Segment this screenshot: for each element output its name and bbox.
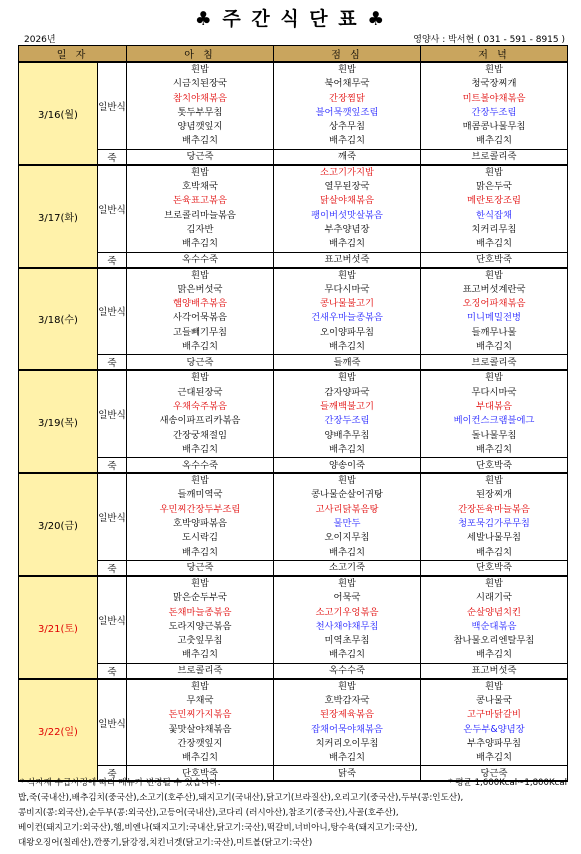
breakfast-dish: 고춧잎무침 — [127, 634, 274, 648]
breakfast-dish: 고들빼기무침 — [127, 326, 274, 340]
lunch-dish: 블어묵깻잎조림 — [274, 106, 421, 120]
lunch-dish: 팽이버섯맛살볶음 — [274, 209, 421, 223]
meal-type-general: 일반식 — [98, 679, 127, 766]
porridge-dish: 옥수수죽 — [127, 458, 274, 474]
lunch-dish: 어묵국 — [274, 591, 421, 605]
dinner-dish: 미트볼야채볶음 — [421, 92, 568, 106]
meal-type-porridge: 죽 — [98, 766, 127, 782]
dinner-dish: 배추김치 — [421, 340, 568, 355]
dinner-dish: 배추김치 — [421, 546, 568, 561]
header-day: 일 자 — [19, 46, 127, 63]
dinner-dish: 흰밥 — [421, 576, 568, 591]
porridge-dish: 단호박죽 — [421, 458, 568, 474]
porridge-dish: 당근죽 — [127, 355, 274, 371]
meal-type-general: 일반식 — [98, 473, 127, 560]
dinner-dish: 배추김치 — [421, 751, 568, 766]
dinner-dish: 매콤콩나물무침 — [421, 120, 568, 134]
lunch-dish: 배추김치 — [274, 134, 421, 149]
dinner-dish: 부대볶음 — [421, 400, 568, 414]
dinner-dish: 흰밥 — [421, 679, 568, 694]
lunch-dish: 닭살야채볶음 — [274, 194, 421, 208]
porridge-dish: 들깨죽 — [274, 355, 421, 371]
dinner-dish: 참나물오리엔탈무침 — [421, 634, 568, 648]
porridge-dish: 당근죽 — [127, 560, 274, 576]
dinner-dish: 온두부&양념장 — [421, 723, 568, 737]
dinner-dish: 시래기국 — [421, 591, 568, 605]
porridge-dish: 당근죽 — [127, 149, 274, 165]
breakfast-dish: 배추김치 — [127, 546, 274, 561]
breakfast-dish: 간장궁채절임 — [127, 429, 274, 443]
breakfast-dish: 시금치된장국 — [127, 77, 274, 91]
breakfast-dish: 사각어묵볶음 — [127, 311, 274, 325]
menu-row — [19, 679, 568, 694]
dinner-dish: 들깨무나물 — [421, 326, 568, 340]
porridge-dish: 단호박죽 — [127, 766, 274, 782]
dinner-dish: 백순대볶음 — [421, 620, 568, 634]
menu-row — [19, 62, 568, 77]
breakfast-dish: 돈민찌가지볶음 — [127, 708, 274, 722]
dinner-dish: 간장두조림 — [421, 106, 568, 120]
dinner-dish: 된장찌개 — [421, 488, 568, 502]
breakfast-dish: 맑은버섯국 — [127, 283, 274, 297]
meal-type-porridge: 죽 — [98, 355, 127, 371]
meal-type-general: 일반식 — [98, 165, 127, 252]
lunch-dish: 된장제육볶음 — [274, 708, 421, 722]
breakfast-dish: 톳두부무침 — [127, 106, 274, 120]
menu-row — [19, 473, 568, 488]
lunch-dish: 소고기우엉볶음 — [274, 606, 421, 620]
dinner-dish: 한식잡채 — [421, 209, 568, 223]
lunch-dish: 감자양파국 — [274, 386, 421, 400]
dinner-dish: 순살양념치킨 — [421, 606, 568, 620]
meal-type-porridge: 죽 — [98, 560, 127, 576]
lunch-dish: 배추김치 — [274, 546, 421, 561]
porridge-row — [19, 149, 568, 165]
day-date: 3/19(목) — [19, 370, 98, 473]
day-date: 3/18(수) — [19, 268, 98, 371]
porridge-dish: 단호박죽 — [421, 252, 568, 268]
dinner-dish: 미니메밀전병 — [421, 311, 568, 325]
lunch-dish: 흰밥 — [274, 370, 421, 385]
breakfast-dish: 양념깻잎지 — [127, 120, 274, 134]
porridge-dish: 양송이죽 — [274, 458, 421, 474]
breakfast-dish: 근대된장국 — [127, 386, 274, 400]
breakfast-dish: 흰밥 — [127, 370, 274, 385]
lunch-dish: 간장두조림 — [274, 414, 421, 428]
dinner-dish: 무다시마국 — [421, 386, 568, 400]
lunch-dish: 배추김치 — [274, 340, 421, 355]
lunch-dish: 고사리닭볶음탕 — [274, 503, 421, 517]
header-dinner: 저 녁 — [421, 46, 568, 63]
breakfast-dish: 흰밥 — [127, 62, 274, 77]
porridge-dish: 단호박죽 — [421, 560, 568, 576]
dinner-dish: 부추양파무침 — [421, 737, 568, 751]
origin-line: 밥,죽(국내산),배추김치(중국산),소고기(호주산),돼지고기(국내산),닭고기(브라질산),오리고기(중국산),두부(콩:인도산), — [18, 793, 464, 803]
meal-type-general: 일반식 — [98, 370, 127, 457]
day-date: 3/21(토) — [19, 576, 98, 679]
dinner-dish: 흰밥 — [421, 62, 568, 77]
breakfast-dish: 돈채마늘종볶음 — [127, 606, 274, 620]
day-date: 3/22(일) — [19, 679, 98, 782]
lunch-dish: 간장찜닭 — [274, 92, 421, 106]
breakfast-dish: 맑은순두부국 — [127, 591, 274, 605]
lunch-dish: 배추김치 — [274, 648, 421, 663]
lunch-dish: 상추무침 — [274, 120, 421, 134]
dinner-dish: 간장돈육마늘볶음 — [421, 503, 568, 517]
dinner-dish: 치커리무침 — [421, 223, 568, 237]
breakfast-dish: 새송이파프리카볶음 — [127, 414, 274, 428]
meal-type-porridge: 죽 — [98, 458, 127, 474]
breakfast-dish: 들깨미역국 — [127, 488, 274, 502]
breakfast-dish: 배추김치 — [127, 751, 274, 766]
dinner-dish: 배추김치 — [421, 237, 568, 252]
lunch-dish: 부추양념장 — [274, 223, 421, 237]
header-row — [19, 46, 568, 63]
lunch-dish: 무다시마국 — [274, 283, 421, 297]
breakfast-dish: 도라지양근볶음 — [127, 620, 274, 634]
lunch-dish: 양배추무침 — [274, 429, 421, 443]
breakfast-dish: 배추김치 — [127, 237, 274, 252]
weekly-menu-table — [18, 45, 568, 782]
lunch-dish: 물만두 — [274, 517, 421, 531]
porridge-dish: 표고버섯죽 — [274, 252, 421, 268]
breakfast-dish: 도시락김 — [127, 531, 274, 545]
meal-type-general: 일반식 — [98, 62, 127, 149]
breakfast-dish: 호박채국 — [127, 180, 274, 194]
breakfast-dish: 김자반 — [127, 223, 274, 237]
meal-type-general: 일반식 — [98, 576, 127, 663]
dinner-dish: 돌나물무침 — [421, 429, 568, 443]
porridge-dish: 브로콜리죽 — [421, 149, 568, 165]
porridge-dish: 깨죽 — [274, 149, 421, 165]
page-title: ♣ 주 간 식 단 표 ♣ — [194, 8, 387, 30]
porridge-row — [19, 458, 568, 474]
breakfast-dish: 배추김치 — [127, 648, 274, 663]
lunch-dish: 흰밥 — [274, 473, 421, 488]
dinner-dish: 배추김치 — [421, 443, 568, 458]
dinner-dish: 콩나물국 — [421, 694, 568, 708]
dinner-dish: 맑은두국 — [421, 180, 568, 194]
lunch-dish: 콩나물불고기 — [274, 297, 421, 311]
dinner-dish: 흰밥 — [421, 473, 568, 488]
lunch-dish: 오이양파무침 — [274, 326, 421, 340]
meal-type-porridge: 죽 — [98, 663, 127, 679]
lunch-dish: 열무된장국 — [274, 180, 421, 194]
lunch-dish: 흰밥 — [274, 679, 421, 694]
day-date: 3/16(월) — [19, 62, 98, 165]
lunch-dish: 흰밥 — [274, 62, 421, 77]
lunch-dish: 호박감자국 — [274, 694, 421, 708]
breakfast-dish: 우민찌간장두부조림 — [127, 503, 274, 517]
nutritionist-info: 영양사 : 박서현 ( 031 - 591 - 8915 ) — [413, 35, 565, 45]
origin-line: 베이컨(돼지고기:외국산),햄,비엔나(돼지고기:국내산,닭고기:국산),떡갈비,너비아니,탕수육(돼지고기:국산), — [18, 823, 418, 833]
day-date: 3/17(화) — [19, 165, 98, 268]
menu-body — [19, 62, 568, 781]
breakfast-dish: 흰밥 — [127, 679, 274, 694]
dinner-dish: 흰밥 — [421, 370, 568, 385]
breakfast-dish: 무채국 — [127, 694, 274, 708]
lunch-dish: 흰밥 — [274, 268, 421, 283]
menu-change-notice: * 식자재 수급사정에 따라 메뉴가 변경될 수 있습니다. — [20, 778, 221, 788]
breakfast-dish: 간장깻잎지 — [127, 737, 274, 751]
dinner-dish: 청국장찌개 — [421, 77, 568, 91]
menu-row — [19, 370, 568, 385]
lunch-dish: 잡채어묵야채볶음 — [274, 723, 421, 737]
dinner-dish: 고구마닭갈비 — [421, 708, 568, 722]
breakfast-dish: 배추김치 — [127, 134, 274, 149]
porridge-row — [19, 355, 568, 371]
porridge-dish: 브로콜리죽 — [421, 355, 568, 371]
breakfast-dish: 꽃맛살야채볶음 — [127, 723, 274, 737]
breakfast-dish: 우채숙주볶음 — [127, 400, 274, 414]
lunch-dish: 미역초무침 — [274, 634, 421, 648]
porridge-row — [19, 560, 568, 576]
breakfast-dish: 참치야채볶음 — [127, 92, 274, 106]
lunch-dish: 흰밥 — [274, 576, 421, 591]
dinner-dish: 메란토장조림 — [421, 194, 568, 208]
footer — [18, 776, 567, 851]
lunch-dish: 콩나물순살어귀탕 — [274, 488, 421, 502]
breakfast-dish: 배추김치 — [127, 340, 274, 355]
breakfast-dish: 배추김치 — [127, 443, 274, 458]
porridge-dish: 옥수수죽 — [127, 252, 274, 268]
origin-line: 콩비지(콩:외국산),순두부(콩:외국산),고등어(국내산),코다리 (러시아산),참조기(중국산),사골(호주산), — [18, 808, 399, 818]
lunch-dish: 치커리오이무침 — [274, 737, 421, 751]
lunch-dish: 소고기가지밥 — [274, 165, 421, 180]
lunch-dish: 북어채무국 — [274, 77, 421, 91]
dinner-dish: 표고버섯계란국 — [421, 283, 568, 297]
porridge-row — [19, 252, 568, 268]
porridge-dish: 표고버섯죽 — [421, 663, 568, 679]
lunch-dish: 오이지무침 — [274, 531, 421, 545]
porridge-dish: 옥수수죽 — [274, 663, 421, 679]
header-lunch: 점 심 — [274, 46, 421, 63]
porridge-dish: 브로콜리죽 — [127, 663, 274, 679]
breakfast-dish: 브로콜리마늘볶음 — [127, 209, 274, 223]
menu-row — [19, 268, 568, 283]
dinner-dish: 베이컨스크램블에그 — [421, 414, 568, 428]
breakfast-dish: 돈육표고볶음 — [127, 194, 274, 208]
dinner-dish: 흰밥 — [421, 165, 568, 180]
dinner-dish: 청포묵김가루무침 — [421, 517, 568, 531]
lunch-dish: 건새우마늘종볶음 — [274, 311, 421, 325]
dinner-dish: 흰밥 — [421, 268, 568, 283]
porridge-dish: 닭죽 — [274, 766, 421, 782]
porridge-dish: 소고기죽 — [274, 560, 421, 576]
meal-type-porridge: 죽 — [98, 252, 127, 268]
average-calories: * 평균 1,600Kcal~1,800Kcal — [448, 778, 567, 788]
dinner-dish: 오징어파채볶음 — [421, 297, 568, 311]
menu-row — [19, 165, 568, 180]
lunch-dish: 배추김치 — [274, 751, 421, 766]
meal-type-porridge: 죽 — [98, 149, 127, 165]
breakfast-dish: 흰밥 — [127, 268, 274, 283]
lunch-dish: 배추김치 — [274, 237, 421, 252]
day-date: 3/20(금) — [19, 473, 98, 576]
origin-line: 대왕오징어(칠레산),깐풍기,닭강정,치킨너겟(닭고기:국산),미트볼(닭고기:국산) — [18, 838, 313, 848]
breakfast-dish: 호박양파볶음 — [127, 517, 274, 531]
menu-row — [19, 576, 568, 591]
porridge-dish: 당근죽 — [421, 766, 568, 782]
lunch-dish: 천사채야채무침 — [274, 620, 421, 634]
meal-type-general: 일반식 — [98, 268, 127, 355]
dinner-dish: 배추김치 — [421, 648, 568, 663]
dinner-dish: 세발나물무침 — [421, 531, 568, 545]
porridge-row — [19, 663, 568, 679]
lunch-dish: 배추김치 — [274, 443, 421, 458]
breakfast-dish: 햄양배추볶음 — [127, 297, 274, 311]
breakfast-dish: 흰밥 — [127, 165, 274, 180]
breakfast-dish: 흰밥 — [127, 576, 274, 591]
dinner-dish: 배추김치 — [421, 134, 568, 149]
year-label: 2026년 — [24, 35, 56, 45]
lunch-dish: 들깨백불고기 — [274, 400, 421, 414]
breakfast-dish: 흰밥 — [127, 473, 274, 488]
header-breakfast: 아 침 — [127, 46, 274, 63]
